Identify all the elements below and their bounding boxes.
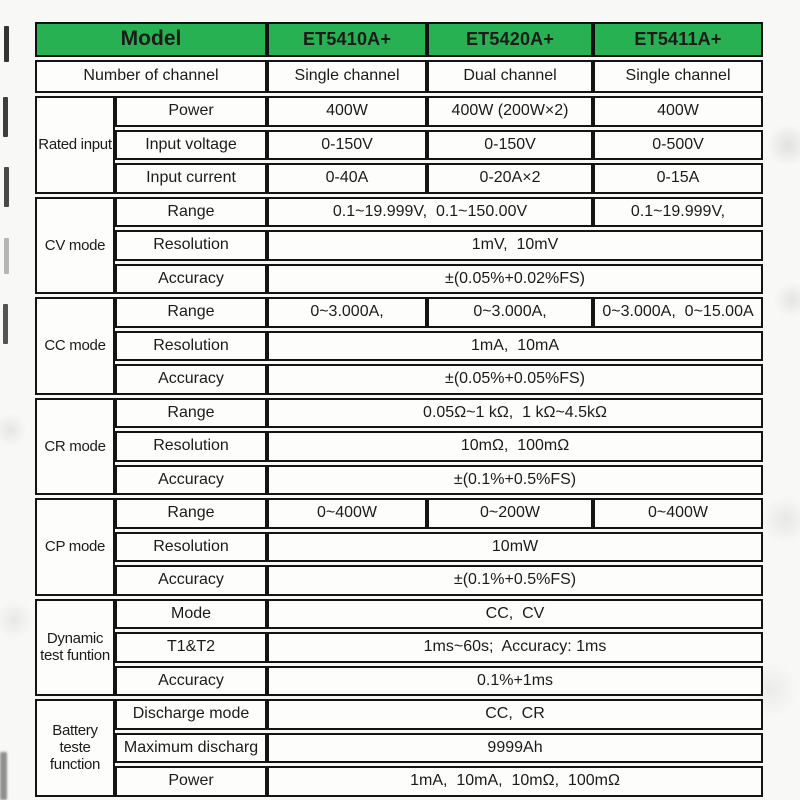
spec-name: Power — [115, 96, 267, 127]
spec-name: T1&T2 — [115, 632, 267, 663]
scan-mark — [4, 167, 9, 207]
spec-name: Resolution — [115, 532, 267, 563]
table-row — [35, 532, 763, 563]
spec-value: 0~400W — [267, 498, 427, 529]
spec-value: 0~3.000A, 0~15.00A — [593, 297, 763, 328]
spec-name: Accuracy — [115, 565, 267, 596]
spec-name: Input voltage — [115, 130, 267, 161]
spec-value: 0-20A×2 — [427, 163, 593, 194]
section-label-rated-input: Rated input — [35, 96, 115, 194]
column-header-et5410a: ET5410A+ — [267, 22, 427, 57]
spec-value: 0.1~19.999V, — [593, 197, 763, 228]
spec-value: ±(0.05%+0.05%FS) — [267, 364, 763, 395]
spec-value: 0-150V — [267, 130, 427, 161]
spec-name: Mode — [115, 599, 267, 630]
spec-name: Input current — [115, 163, 267, 194]
spec-name: Range — [115, 197, 267, 228]
spec-value: 0.05Ω~1 kΩ, 1 kΩ~4.5kΩ — [267, 398, 763, 429]
table-row — [35, 197, 763, 228]
table-row — [35, 331, 763, 362]
table-row — [35, 130, 763, 161]
spec-name: Resolution — [115, 230, 267, 261]
scan-mark — [0, 752, 7, 800]
table-row — [35, 297, 763, 328]
table-row — [35, 398, 763, 429]
spec-name: Accuracy — [115, 364, 267, 395]
spec-value: 0-15A — [593, 163, 763, 194]
spec-value: 1mA, 10mA — [267, 331, 763, 362]
spec-value: 0-40A — [267, 163, 427, 194]
table-row — [35, 498, 763, 529]
spec-value: CC, CV — [267, 599, 763, 630]
spec-value: ±(0.1%+0.5%FS) — [267, 565, 763, 596]
spec-name: Discharge mode — [115, 699, 267, 730]
spec-name: Range — [115, 398, 267, 429]
table-row — [35, 733, 763, 764]
table-row — [35, 599, 763, 630]
spec-value: ±(0.05%+0.02%FS) — [267, 264, 763, 295]
spec-value: 400W (200W×2) — [427, 96, 593, 127]
channel-label: Number of channel — [35, 60, 267, 93]
spec-value: 0~3.000A, — [427, 297, 593, 328]
spec-name: Range — [115, 297, 267, 328]
scan-mark — [4, 238, 9, 274]
channel-row — [35, 60, 763, 93]
spec-value: 10mΩ, 100mΩ — [267, 431, 763, 462]
spec-value: 1mV, 10mV — [267, 230, 763, 261]
table-row — [35, 632, 763, 663]
section-label-cc-mode: CC mode — [35, 297, 115, 395]
spec-value: CC, CR — [267, 699, 763, 730]
spec-name: Accuracy — [115, 264, 267, 295]
scan-mark — [3, 97, 8, 137]
spec-value: 10mW — [267, 532, 763, 563]
spec-name: Accuracy — [115, 465, 267, 496]
model-header: Model — [35, 22, 267, 57]
spec-value: ±(0.1%+0.5%FS) — [267, 465, 763, 496]
scan-mark — [3, 304, 8, 344]
section-label-dynamic-test: Dynamic test funtion — [35, 599, 115, 697]
spec-value: 0~3.000A, — [267, 297, 427, 328]
section-label-cr-mode: CR mode — [35, 398, 115, 496]
table-row — [35, 364, 763, 395]
channel-value: Single channel — [593, 60, 763, 93]
spec-value: 0.1~19.999V, 0.1~150.00V — [267, 197, 593, 228]
spec-value: 0~400W — [593, 498, 763, 529]
table-row — [35, 699, 763, 730]
channel-value: Single channel — [267, 60, 427, 93]
spec-name: Resolution — [115, 431, 267, 462]
spec-value: 9999Ah — [267, 733, 763, 764]
table-row — [35, 565, 763, 596]
table-row — [35, 766, 763, 797]
table-row — [35, 230, 763, 261]
scan-mark — [4, 26, 9, 62]
section-label-cv-mode: CV mode — [35, 197, 115, 295]
spec-name: Maximum discharg — [115, 733, 267, 764]
table-row — [35, 431, 763, 462]
column-header-et5411a: ET5411A+ — [593, 22, 763, 57]
spec-name: Accuracy — [115, 666, 267, 697]
spec-value: 400W — [267, 96, 427, 127]
section-label-battery-test: Battery teste function — [35, 699, 115, 797]
section-label-cp-mode: CP mode — [35, 498, 115, 596]
channel-value: Dual channel — [427, 60, 593, 93]
header-row — [35, 22, 763, 57]
spec-value: 0-150V — [427, 130, 593, 161]
table-row — [35, 465, 763, 496]
table-row — [35, 666, 763, 697]
spec-value: 0~200W — [427, 498, 593, 529]
table-row — [35, 96, 763, 127]
table-row — [35, 264, 763, 295]
spec-name: Range — [115, 498, 267, 529]
spec-name: Power — [115, 766, 267, 797]
spec-value: 400W — [593, 96, 763, 127]
spec-value: 0.1%+1ms — [267, 666, 763, 697]
table-row — [35, 163, 763, 194]
spec-value: 1ms~60s; Accuracy: 1ms — [267, 632, 763, 663]
spec-table — [35, 19, 763, 800]
column-header-et5420a: ET5420A+ — [427, 22, 593, 57]
spec-value: 0-500V — [593, 130, 763, 161]
spec-name: Resolution — [115, 331, 267, 362]
spec-value: 1mA, 10mA, 10mΩ, 100mΩ — [267, 766, 763, 797]
